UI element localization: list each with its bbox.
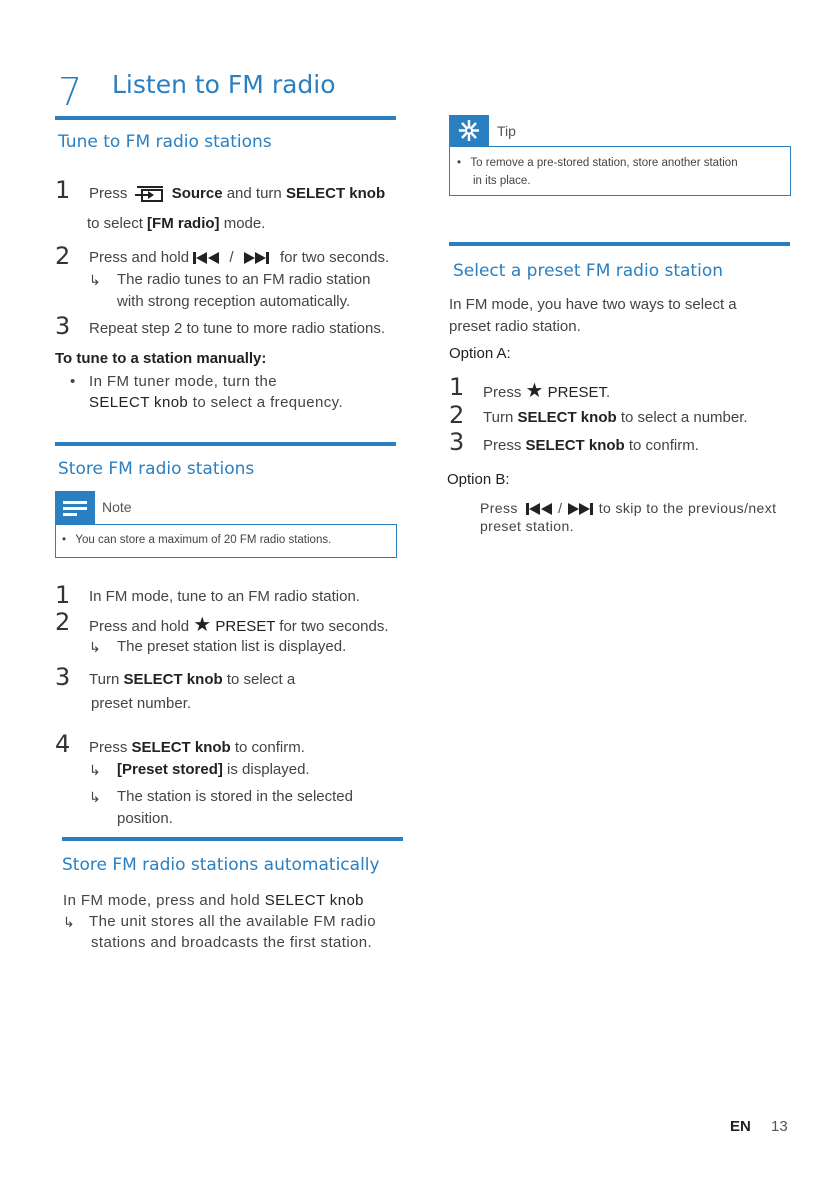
star-icon: ★	[525, 380, 544, 402]
note-text: • You can store a maximum of 20 FM radio stations.	[62, 534, 332, 546]
step-number: 1	[449, 373, 465, 401]
prev-icon	[526, 503, 558, 515]
next-icon	[562, 503, 594, 515]
page-number: 13	[771, 1118, 788, 1135]
manual-heading: To tune to a station manually:	[55, 350, 267, 367]
step-text-cont: preset number.	[91, 695, 192, 712]
result-arrow-icon: ↳	[89, 762, 101, 778]
step-text: In FM mode, tune to an FM radio station.	[89, 588, 360, 605]
step-number: 1	[55, 581, 71, 609]
note-icon	[55, 491, 95, 524]
tip-label: Tip	[497, 123, 516, 139]
section-heading-store: Store FM radio stations	[58, 459, 255, 479]
result-text: stations and broadcasts the first station.	[91, 934, 373, 951]
footer-lang: EN	[730, 1118, 751, 1135]
section-rule	[55, 116, 396, 120]
tip-text: • To remove a pre-stored station, store another station	[457, 157, 738, 169]
manual-text: SELECT knob to select a frequency.	[89, 394, 344, 411]
result-arrow-icon: ↳	[63, 914, 75, 930]
next-icon	[238, 252, 270, 264]
star-icon: ★	[193, 614, 212, 636]
step-number: 4	[55, 730, 71, 758]
preset-intro: preset radio station.	[449, 318, 581, 335]
step-number: 3	[55, 663, 71, 691]
result-text: with strong reception automatically.	[117, 293, 351, 310]
step-number: 2	[55, 608, 71, 636]
note-label: Note	[102, 499, 132, 515]
option-b-label: Option B:	[447, 471, 510, 488]
result-text: The preset station list is displayed.	[117, 638, 347, 655]
bullet-icon: •	[70, 373, 76, 390]
step-number: 3	[55, 312, 71, 340]
option-b-text: preset station.	[480, 518, 574, 534]
source-icon	[134, 186, 166, 202]
step-text: Turn SELECT knob to select a number.	[483, 409, 748, 426]
step-number: 1	[55, 176, 71, 204]
result-text: [Preset stored] is displayed.	[117, 761, 310, 778]
step-text: Press and hold ★ PRESET for two seconds.	[89, 614, 389, 636]
step-text: Repeat step 2 to tune to more radio stations.	[89, 320, 386, 337]
result-text: The station is stored in the selected	[117, 788, 353, 805]
section-rule	[62, 837, 403, 841]
result-arrow-icon: ↳	[89, 789, 101, 805]
section-heading-tune: Tune to FM radio stations	[58, 132, 272, 152]
step-number: 3	[449, 428, 465, 456]
step-text: Press SELECT knob to confirm.	[483, 437, 699, 454]
manual-text: In FM tuner mode, turn the	[89, 373, 277, 390]
step-text: Press and hold / for two seconds.	[89, 249, 390, 266]
auto-text: In FM mode, press and hold SELECT knob	[63, 892, 364, 909]
result-arrow-icon: ↳	[89, 639, 101, 655]
result-text: The unit stores all the available FM radio	[89, 913, 376, 930]
option-a-label: Option A:	[449, 345, 511, 362]
chapter-title: Listen to FM radio	[112, 70, 336, 99]
step-number: 2	[449, 401, 465, 429]
section-rule	[449, 242, 790, 246]
step-text: Press Source and turn SELECT knob	[89, 185, 386, 202]
result-text: The radio tunes to an FM radio station	[117, 271, 371, 288]
prev-icon	[193, 252, 225, 264]
step-text: Turn SELECT knob to select a	[89, 671, 296, 688]
step-text: Press SELECT knob to confirm.	[89, 739, 305, 756]
tip-text: in its place.	[473, 175, 531, 187]
step-number: 2	[55, 242, 71, 270]
section-heading-auto: Store FM radio stations automatically	[62, 855, 380, 875]
section-rule	[55, 442, 396, 446]
result-text: position.	[117, 810, 173, 827]
chapter-number: 7	[58, 70, 83, 114]
section-heading-preset: Select a preset FM radio station	[453, 261, 723, 281]
tip-icon	[449, 115, 489, 146]
preset-intro: In FM mode, you have two ways to select a	[449, 296, 737, 313]
result-arrow-icon: ↳	[89, 272, 101, 288]
option-b-text: Press / to skip to the previous/next	[480, 500, 777, 516]
step-text-cont: to select [FM radio] mode.	[87, 215, 266, 232]
step-text: Press ★ PRESET.	[483, 380, 611, 402]
